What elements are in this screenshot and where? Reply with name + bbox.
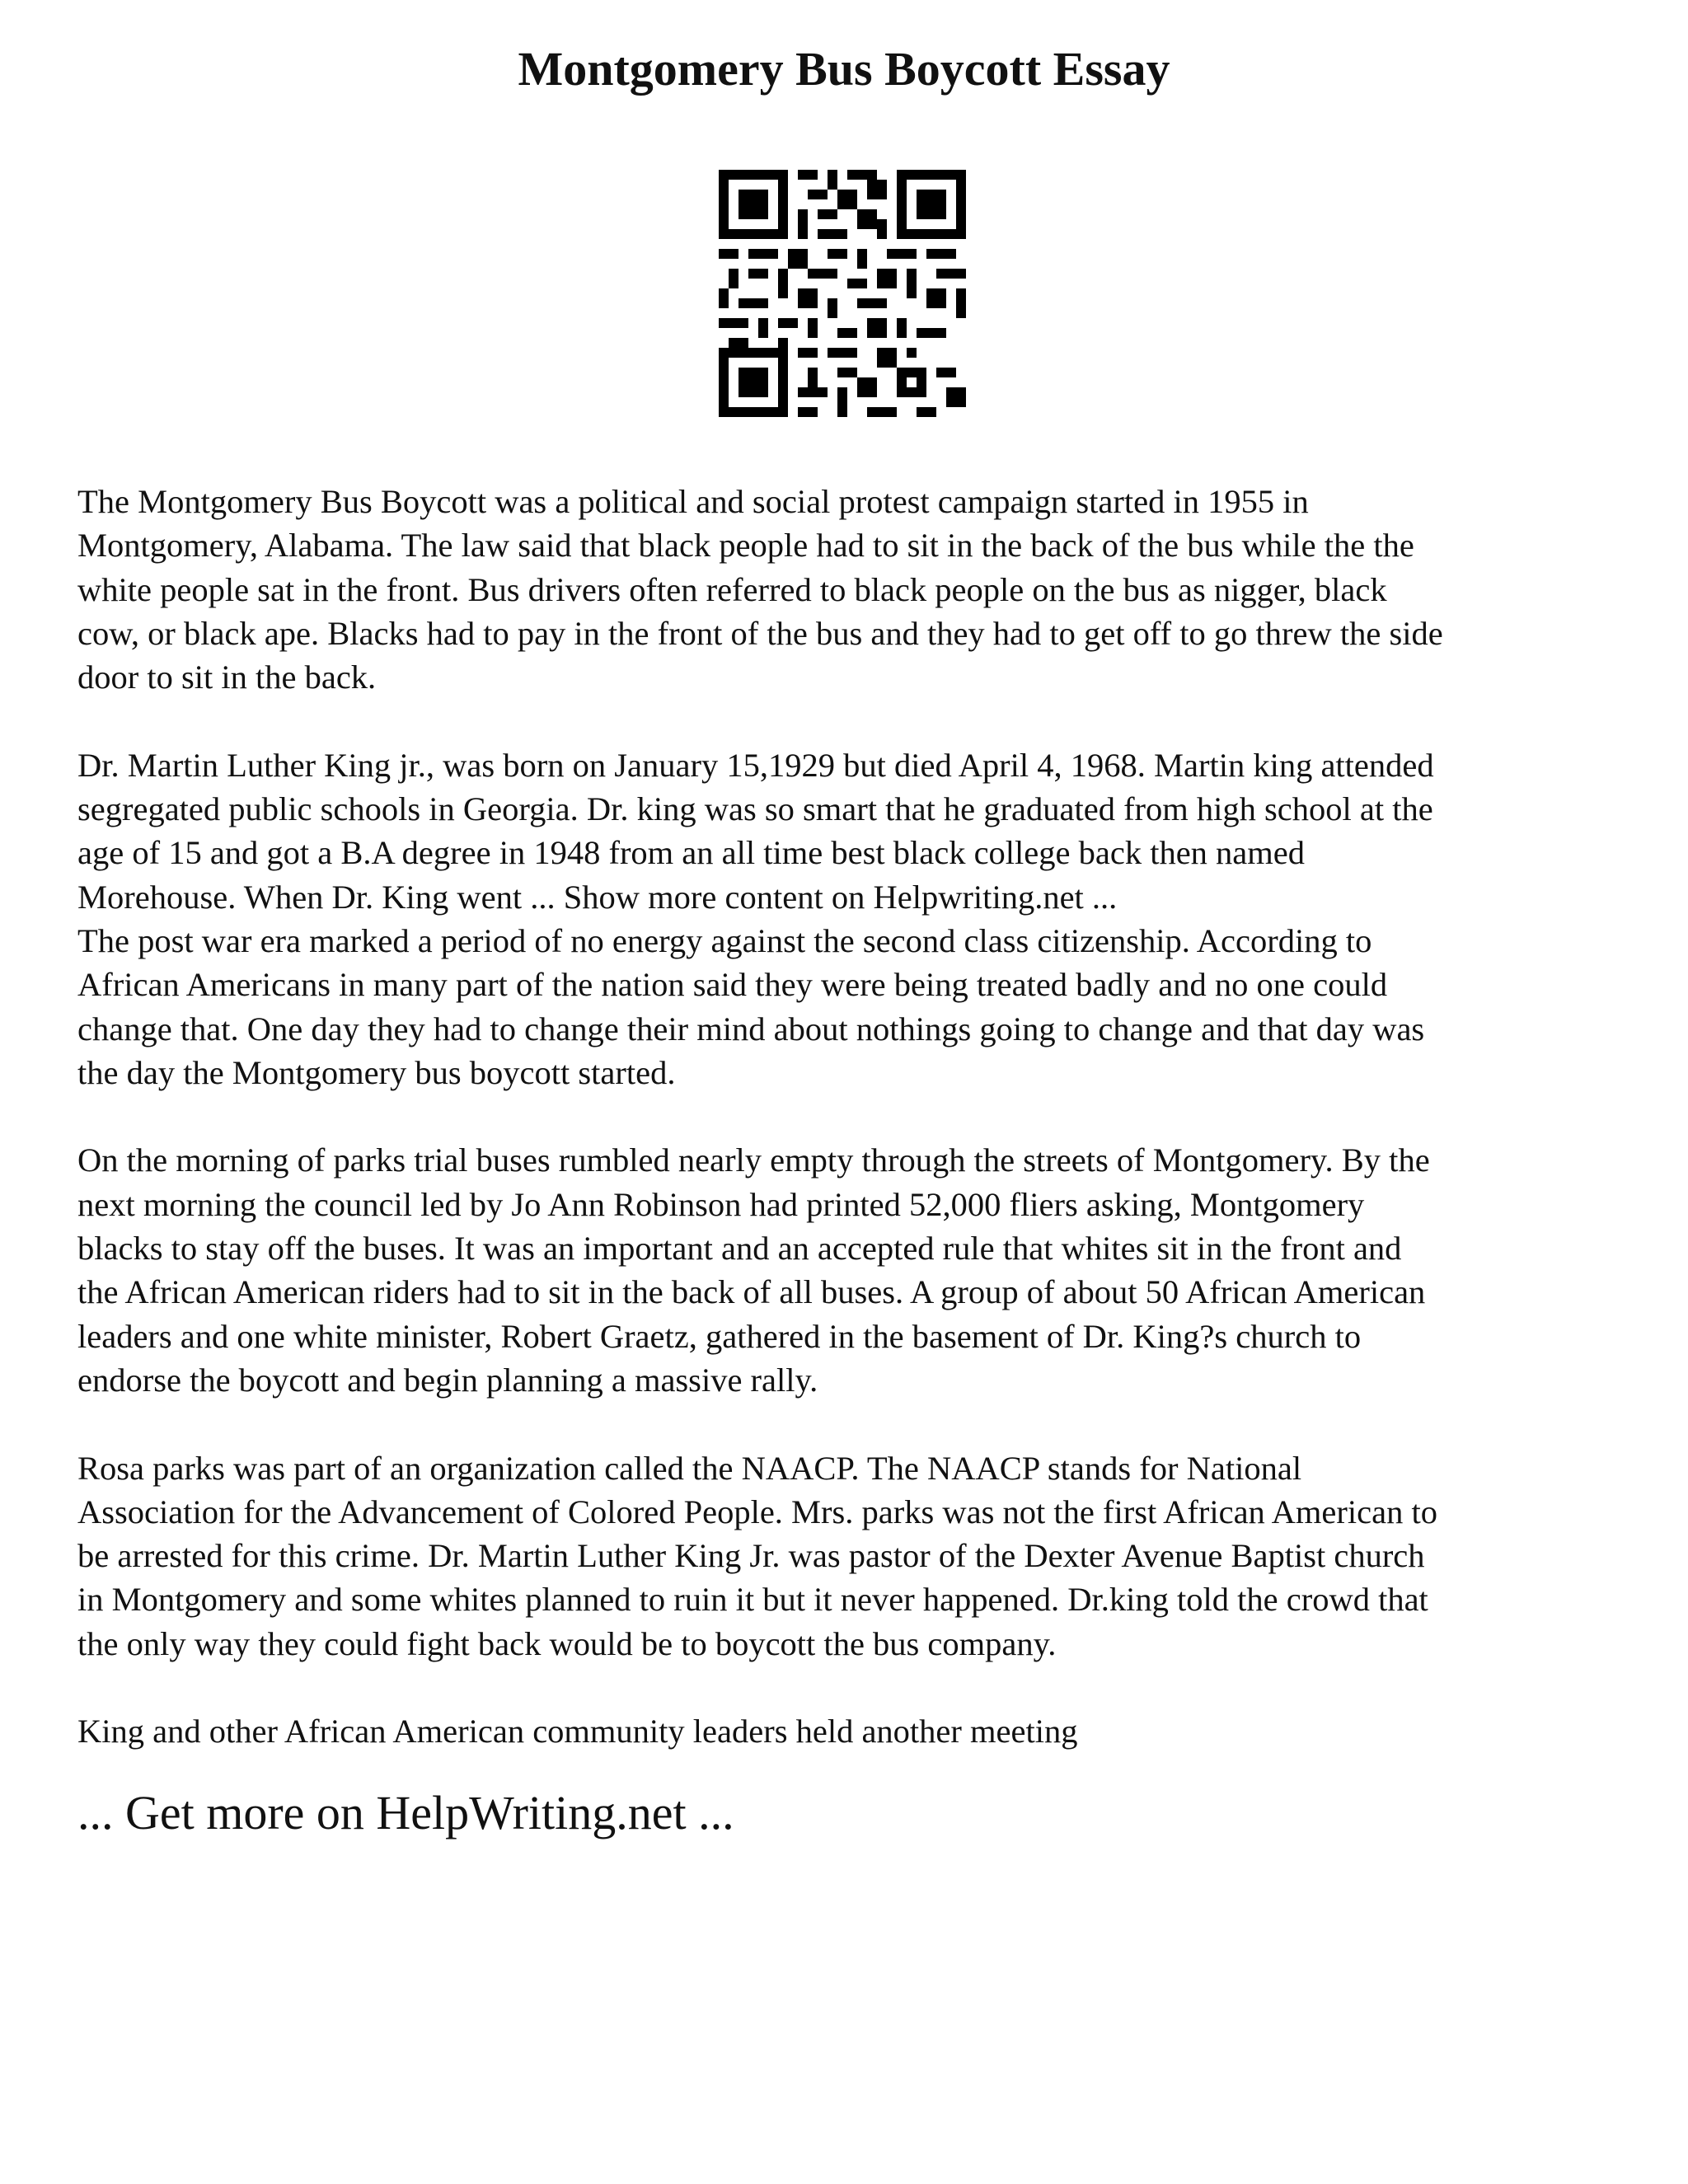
text-line: On the morning of parks trial buses rumbled nearly empty through the streets of Montgomery. By the <box>77 1141 1430 1179</box>
paragraph-spacer <box>77 1666 1619 1709</box>
paragraph <box>77 1446 1619 1666</box>
text-line: change that. One day they had to change their mind about nothings going to change and that day was <box>77 1010 1425 1047</box>
essay-body <box>77 480 1619 1754</box>
text-line: next morning the council led by Jo Ann Robinson had printed 52,000 fliers asking, Montgomery <box>77 1185 1365 1223</box>
text-line: Rosa parks was part of an organization called the NAACP. The NAACP stands for National <box>77 1449 1302 1487</box>
text-line: Morehouse. When Dr. King went ... Show more content on Helpwriting.net ... <box>77 878 1118 916</box>
qr-code-icon <box>719 170 966 417</box>
text-line: Montgomery, Alabama. The law said that black people had to sit in the back of the bus while the the <box>77 527 1414 565</box>
text-line: door to sit in the back. <box>77 658 377 696</box>
text-line: age of 15 and got a B.A degree in 1948 from an all time best black college back then named <box>77 834 1306 872</box>
paragraph-spacer <box>77 1094 1619 1138</box>
text-line: the day the Montgomery bus boycott started. <box>77 1053 676 1091</box>
paragraph <box>77 1138 1619 1402</box>
text-line: blacks to stay off the buses. It was an important and an accepted rule that whites sit in the front and <box>77 1230 1402 1268</box>
text-line: segregated public schools in Georgia. Dr. king was so smart that he graduated from high school at the <box>77 790 1433 828</box>
text-line: cow, or black ape. Blacks had to pay in the front of the bus and they had to get off to go threw the side <box>77 614 1443 652</box>
text-line: African Americans in many part of the nation said they were being treated badly and no one could <box>77 966 1388 1004</box>
text-line: King and other African American community leaders held another meeting <box>77 1713 1078 1750</box>
get-more-link[interactable]: ... Get more on HelpWriting.net ... <box>77 1786 734 1840</box>
text-line: be arrested for this crime. Dr. Martin Luther King Jr. was pastor of the Dexter Avenue Baptist church <box>77 1537 1425 1575</box>
paragraph <box>77 1709 1619 1753</box>
page-title: Montgomery Bus Boycott Essay <box>518 42 1170 96</box>
text-line: in Montgomery and some whites planned to ruin it but it never happened. Dr.king told the crowd that <box>77 1581 1428 1619</box>
paragraph <box>77 743 1619 1094</box>
text-line: The Montgomery Bus Boycott was a political and social protest campaign started in 1955 in <box>77 483 1309 520</box>
paragraph-spacer <box>77 1402 1619 1446</box>
text-line: Association for the Advancement of Colored People. Mrs. parks was not the first African American to <box>77 1493 1437 1530</box>
paragraph <box>77 480 1619 699</box>
text-line: the only way they could fight back would be to boycott the bus company. <box>77 1624 1057 1662</box>
text-line: white people sat in the front. Bus drivers often referred to black people on the bus as nigger, black <box>77 570 1387 608</box>
text-line: leaders and one white minister, Robert Graetz, gathered in the basement of Dr. King?s church to <box>77 1317 1362 1355</box>
text-line: Dr. Martin Luther King jr., was born on January 15,1929 but died April 4, 1968. Martin king attended <box>77 746 1434 784</box>
paragraph-spacer <box>77 699 1619 743</box>
text-line: The post war era marked a period of no energy against the second class citizenship. According to <box>77 921 1372 959</box>
text-line: endorse the boycott and begin planning a massive rally. <box>77 1361 818 1399</box>
text-line: the African American riders had to sit in the back of all buses. A group of about 50 African American <box>77 1273 1426 1311</box>
